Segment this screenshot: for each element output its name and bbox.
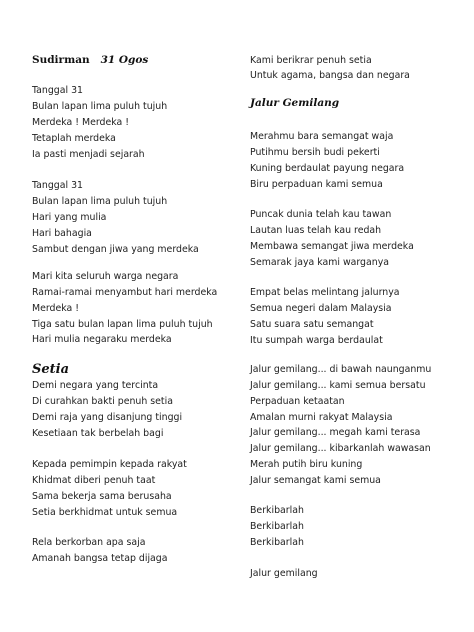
lyric-line: Tiga satu bulan lapan lima puluh tujuh — [32, 319, 213, 330]
lyric-line: Tanggal 31 — [32, 180, 84, 191]
lyric-line: Demi negara yang tercinta — [32, 380, 159, 391]
lyric-line: Berkibarlah — [250, 521, 304, 532]
lyric-line: Hari yang mulia — [32, 212, 107, 223]
lyric-line: Hari mulia negaraku merdeka — [32, 334, 172, 345]
lyric-line: Biru perpaduan kami semua — [250, 179, 383, 190]
lyric-line: Bulan lapan lima puluh tujuh — [32, 196, 168, 207]
lyric-line: Tanggal 31 — [32, 85, 84, 96]
lyric-line: Berkibarlah — [250, 505, 304, 516]
lyric-line: Di curahkan bakti penuh setia — [32, 396, 173, 407]
lyric-line: Merah putih biru kuning — [250, 459, 363, 470]
lyric-line: Itu sumpah warga berdaulat — [250, 335, 383, 346]
lyric-line: Puncak dunia telah kau tawan — [250, 209, 392, 220]
lyric-line: Merdeka ! Merdeka ! — [32, 117, 130, 128]
lyric-line: Semua negeri dalam Malaysia — [250, 303, 392, 314]
lyric-line: Khidmat diberi penuh taat — [32, 475, 156, 486]
lyric-line: Amanah bangsa tetap dijaga — [32, 553, 168, 564]
lyric-line: Lautan luas telah kau redah — [250, 225, 382, 236]
lyric-line: Jalur gemilang... megah kami terasa — [250, 427, 421, 438]
lyric-line: Rela berkorban apa saja — [32, 537, 146, 548]
lyric-line: Empat belas melintang jalurnya — [250, 287, 400, 298]
lyric-line: Sambut dengan jiwa yang merdeka — [32, 244, 199, 255]
lyric-line: Hari bahagia — [32, 228, 92, 239]
lyric-line: Kuning berdaulat payung negara — [250, 163, 405, 174]
lyric-line: Tetaplah merdeka — [32, 133, 116, 144]
lyric-line: Berkibarlah — [250, 537, 304, 548]
lyric-line: Ramai-ramai menyambut hari merdeka — [32, 287, 218, 298]
lyric-line: Membawa semangat jiwa merdeka — [250, 241, 414, 252]
song-title-31-ogos — [32, 54, 148, 67]
lyric-line: Jalur gemilang — [250, 568, 318, 579]
lyric-line: Bulan lapan lima puluh tujuh — [32, 101, 168, 112]
song-artist: Sudirman — [32, 54, 90, 66]
lyric-line: Jalur gemilang... kibarkanlah wawasan — [250, 443, 431, 454]
lyric-line: Setia berkhidmat untuk semua — [32, 507, 178, 518]
lyric-line: Jalur gemilang... di bawah naunganmu — [250, 364, 432, 375]
lyric-line: Amalan murni rakyat Malaysia — [250, 412, 393, 423]
lyric-line: Jalur gemilang... kami semua bersatu — [250, 380, 426, 391]
lyric-line: Kesetiaan tak berbelah bagi — [32, 428, 164, 439]
lyric-line: Perpaduan ketaatan — [250, 396, 345, 407]
song-title-jalur-gemilang: Jalur Gemilang — [250, 97, 340, 109]
lyric-line: Untuk agama, bangsa dan negara — [250, 70, 410, 81]
lyric-line: Merdeka ! — [32, 303, 80, 314]
lyric-line: Kami berikrar penuh setia — [250, 55, 372, 66]
lyric-line: Merahmu bara semangat waja — [250, 131, 394, 142]
song-name: 31 Ogos — [100, 54, 149, 66]
lyric-line: Demi raja yang disanjung tinggi — [32, 412, 183, 423]
lyric-line: Ia pasti menjadi sejarah — [32, 149, 145, 160]
lyric-line: Putihmu bersih budi pekerti — [250, 147, 380, 158]
lyric-line: Jalur semangat kami semua — [250, 475, 381, 486]
lyric-line: Semarak jaya kami warganya — [250, 257, 389, 268]
lyric-line: Satu suara satu semangat — [250, 319, 374, 330]
lyric-line: Mari kita seluruh warga negara — [32, 271, 179, 282]
song-title-setia: Setia — [32, 362, 70, 377]
lyric-line: Kepada pemimpin kepada rakyat — [32, 459, 187, 470]
lyric-line: Sama bekerja sama berusaha — [32, 491, 172, 502]
